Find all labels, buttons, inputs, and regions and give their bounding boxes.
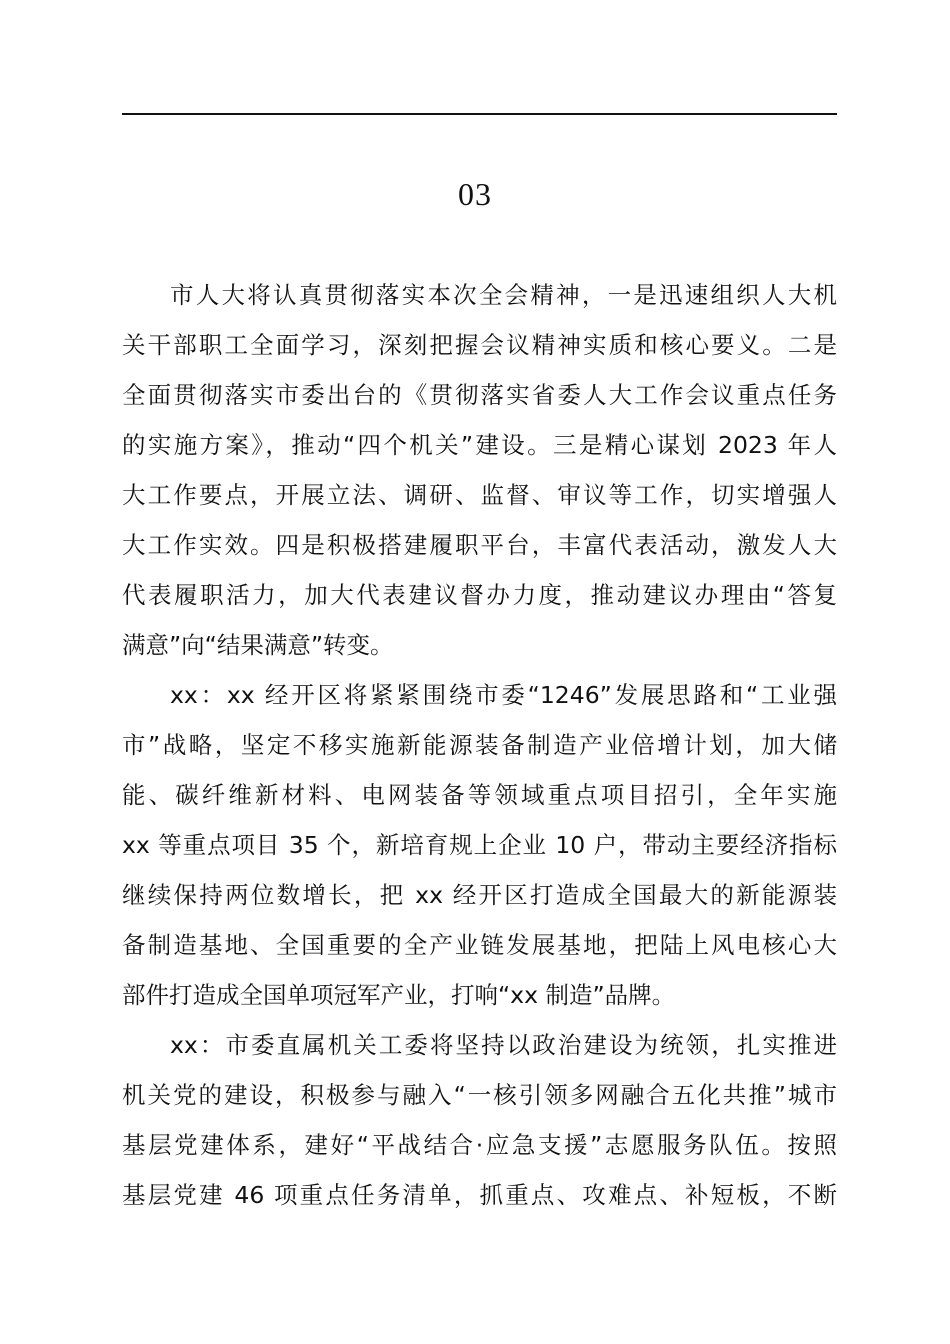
paragraph-line: 机关党的建设，积极参与融入“一核引领多网融合五化共推”城市 [122,1081,837,1109]
paragraph-line: xx：xx 经开区将紧紧围绕市委“1246”发展思路和“工业强 [170,681,837,709]
paragraph-line: 能、碳纤维新材料、电网装备等领域重点项目招引，全年实施 [122,781,837,809]
section-number: 03 [458,176,492,212]
paragraph-line: 基层党建体系，建好“平战结合·应急支援”志愿服务队伍。按照 [122,1131,837,1159]
paragraph-line: 市”战略，坚定不移实施新能源装备制造产业倍增计划，加大储 [122,731,837,759]
paragraph-line: 全面贯彻落实市委出台的《贯彻落实省委人大工作会议重点任务 [122,381,837,409]
header-rule [122,113,837,115]
paragraph-line: 满意”向“结果满意”转变。 [122,631,394,659]
paragraph-line: 继续保持两位数增长，把 xx 经开区打造成全国最大的新能源装 [122,881,837,909]
paragraph-line: 市人大将认真贯彻落实本次全会精神，一是迅速组织人大机 [170,281,837,309]
paragraph-line: 部件打造成全国单项冠军产业，打响“xx 制造”品牌。 [122,981,676,1009]
paragraph-line: 关干部职工全面学习，深刻把握会议精神实质和核心要义。二是 [122,331,837,359]
paragraph-line: xx 等重点项目 35 个，新培育规上企业 10 户，带动主要经济指标 [122,831,837,859]
paragraph-line: 代表履职活力，加大代表建议督办力度，推动建议办理由“答复 [122,581,837,609]
paragraph-line: 备制造基地、全国重要的全产业链发展基地，把陆上风电核心大 [122,931,837,959]
paragraph-line: 基层党建 46 项重点任务清单，抓重点、攻难点、补短板，不断 [122,1181,837,1209]
paragraph-line: 大工作实效。四是积极搭建履职平台，丰富代表活动，激发人大 [122,531,837,559]
paragraph-line: xx：市委直属机关工委将坚持以政治建设为统领，扎实推进 [170,1031,837,1059]
paragraph-line: 大工作要点，开展立法、调研、监督、审议等工作，切实增强人 [122,481,837,509]
paragraph-line: 的实施方案》，推动“四个机关”建设。三是精心谋划 2023 年人 [122,431,837,459]
body-text [122,270,837,1220]
